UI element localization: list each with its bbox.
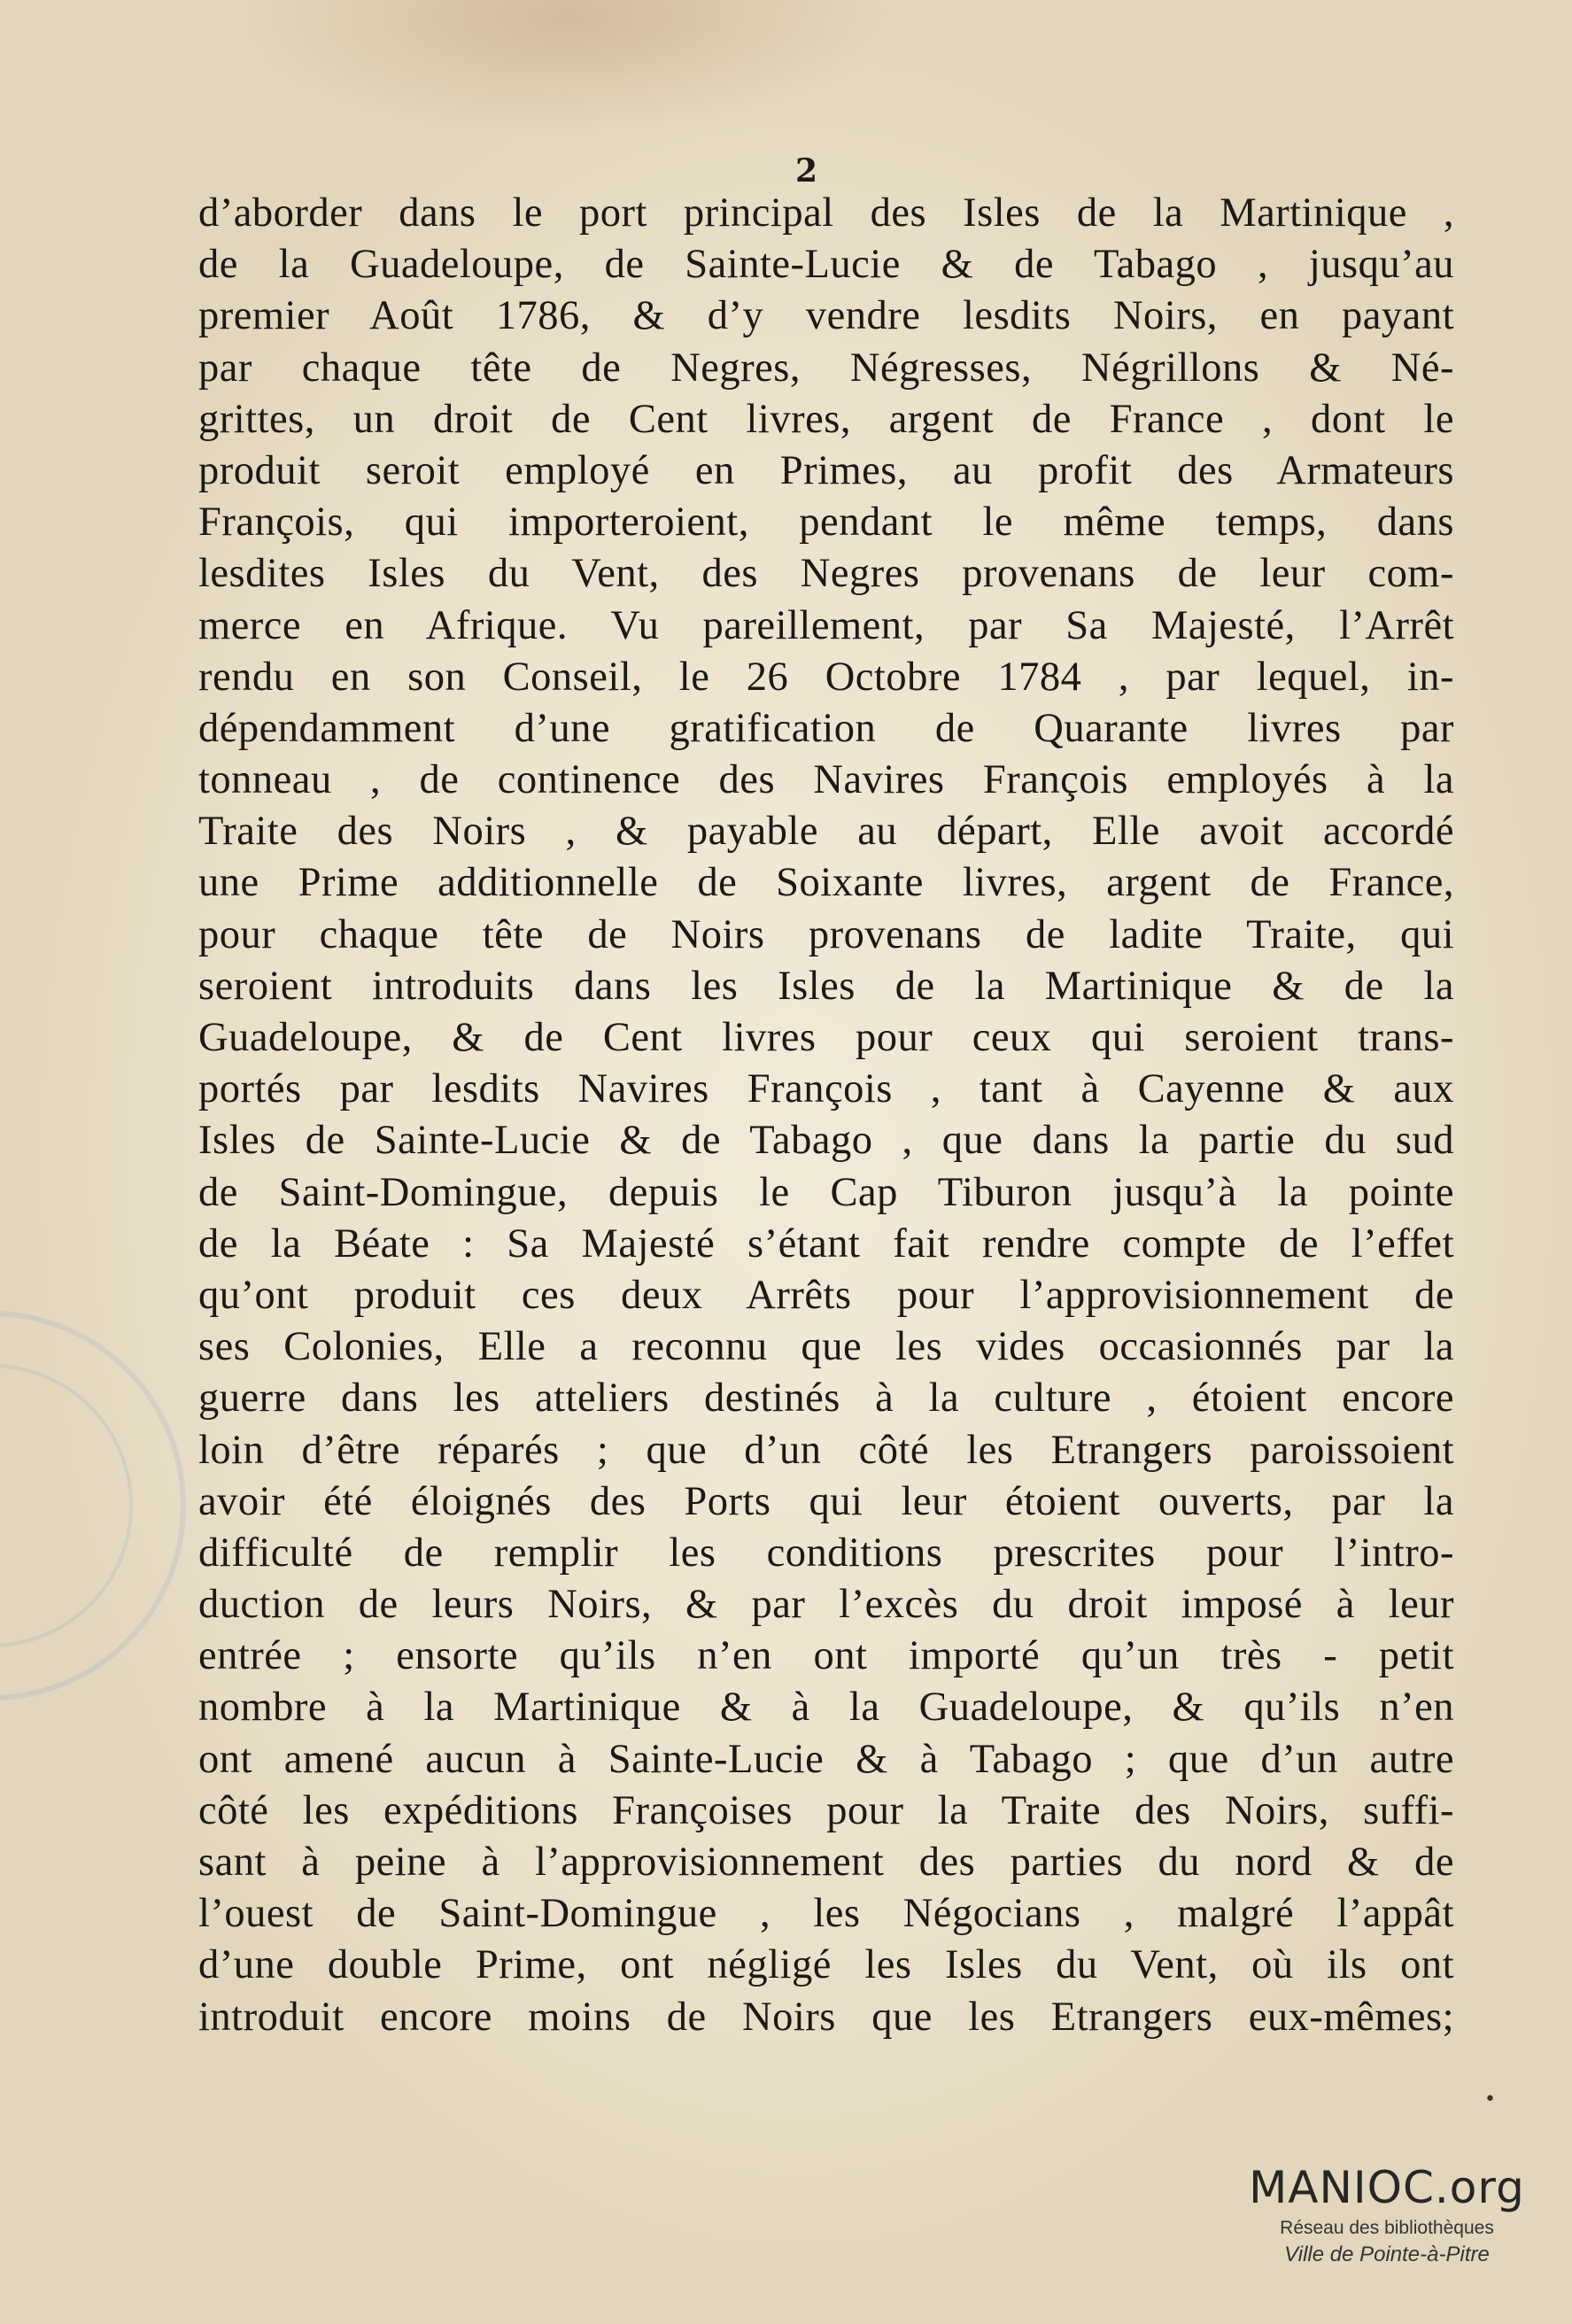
text-line: d’une double Prime, ont négligé les Isles du Vent, où ils ont	[198, 1942, 1454, 1988]
text-line: loin d’être réparés ; que d’un côté les Etrangers paroissoient	[198, 1427, 1454, 1473]
text-line: côté les expéditions Françoises pour la Traite des Noirs, suffi-	[198, 1787, 1454, 1833]
text-line: une Prime additionnelle de Soixante livres, argent de France,	[198, 860, 1454, 906]
page-number: 2	[795, 152, 818, 190]
text-line: ses Colonies, Elle a reconnu que les vides occasionnés par la	[198, 1324, 1454, 1370]
text-line: de la Béate : Sa Majesté s’étant fait rendre compte de l’effet	[198, 1220, 1454, 1267]
manioc-watermark	[1236, 2163, 1537, 2269]
text-line: duction de leurs Noirs, & par l’excès du droit imposé à leur	[198, 1582, 1454, 1628]
text-line: François, qui importeroient, pendant le même temps, dans	[198, 500, 1454, 546]
text-line: rendu en son Conseil, le 26 Octobre 1784 , par lequel, in-	[198, 654, 1454, 700]
text-line: Traite des Noirs , & payable au départ, Elle avoit accordé	[198, 809, 1454, 855]
watermark-name: MANIOC.org	[1249, 2162, 1525, 2213]
text-line: de la Guadeloupe, de Sainte-Lucie & de Tabago , jusqu’au	[198, 242, 1454, 288]
text-line: ont amené aucun à Sainte-Lucie & à Tabago ; que d’un autre	[198, 1736, 1454, 1782]
text-line: dépendamment d’une gratification de Quarante livres par	[198, 705, 1454, 751]
text-line: pour chaque tête de Noirs provenans de ladite Traite, qui	[198, 911, 1454, 957]
text-line: de Saint-Domingue, depuis le Cap Tiburon jusqu’à la pointe	[198, 1169, 1454, 1215]
text-line: par chaque tête de Negres, Négresses, Négrillons & Né-	[198, 345, 1454, 391]
text-line: tonneau , de continence des Navires François employés à la	[198, 757, 1454, 803]
text-line: seroient introduits dans les Isles de la Martinique & de la	[198, 963, 1454, 1009]
text-line: difficulté de remplir les conditions prescrites pour l’intro-	[198, 1530, 1454, 1576]
text-line: sant à peine à l’approvisionnement des parties du nord & de	[198, 1840, 1454, 1885]
text-line: lesdites Isles du Vent, des Negres provenans de leur com-	[198, 551, 1454, 597]
text-line: guerre dans les atteliers destinés à la culture , étoient encore	[198, 1375, 1454, 1422]
watermark-location: Ville de Pointe-à-Pitre	[1284, 2243, 1490, 2266]
text-line: avoir été éloignés des Ports qui leur étoient ouverts, par la	[198, 1478, 1454, 1524]
text-line: merce en Afrique. Vu pareillement, par Sa Majesté, l’Arrêt	[198, 602, 1454, 648]
text-line: premier Août 1786, & d’y vendre lesdits Noirs, en payant	[198, 293, 1454, 339]
text-line: d’aborder dans le port principal des Isles de la Martinique ,	[198, 190, 1454, 236]
text-line: Isles de Sainte-Lucie & de Tabago , que dans la partie du sud	[198, 1118, 1454, 1164]
text-line: entrée ; ensorte qu’ils n’en ont importé qu’un très - petit	[198, 1633, 1454, 1679]
body-text	[198, 188, 1454, 2043]
text-line: portés par lesdits Navires François , tant à Cayenne & aux	[198, 1066, 1454, 1112]
text-line: grittes, un droit de Cent livres, argent de France , dont le	[198, 396, 1454, 442]
text-line: nombre à la Martinique & à la Guadeloupe, & qu’ils n’en	[198, 1685, 1454, 1731]
text-line: qu’ont produit ces deux Arrêts pour l’approvisionnement de	[198, 1272, 1454, 1318]
text-line: l’ouest de Saint-Domingue , les Négocians , malgré l’appât	[198, 1891, 1454, 1937]
watermark-subtitle: Réseau des bibliothèques	[1280, 2218, 1494, 2238]
ornament-mark: •	[1484, 2088, 1496, 2111]
text-line: Guadeloupe, & de Cent livres pour ceux qui seroient trans-	[198, 1015, 1454, 1060]
text-line: produit seroit employé en Primes, au profit des Armateurs	[198, 447, 1454, 493]
text-line: introduit encore moins de Noirs que les Etrangers eux-mêmes;	[198, 1994, 1454, 2040]
